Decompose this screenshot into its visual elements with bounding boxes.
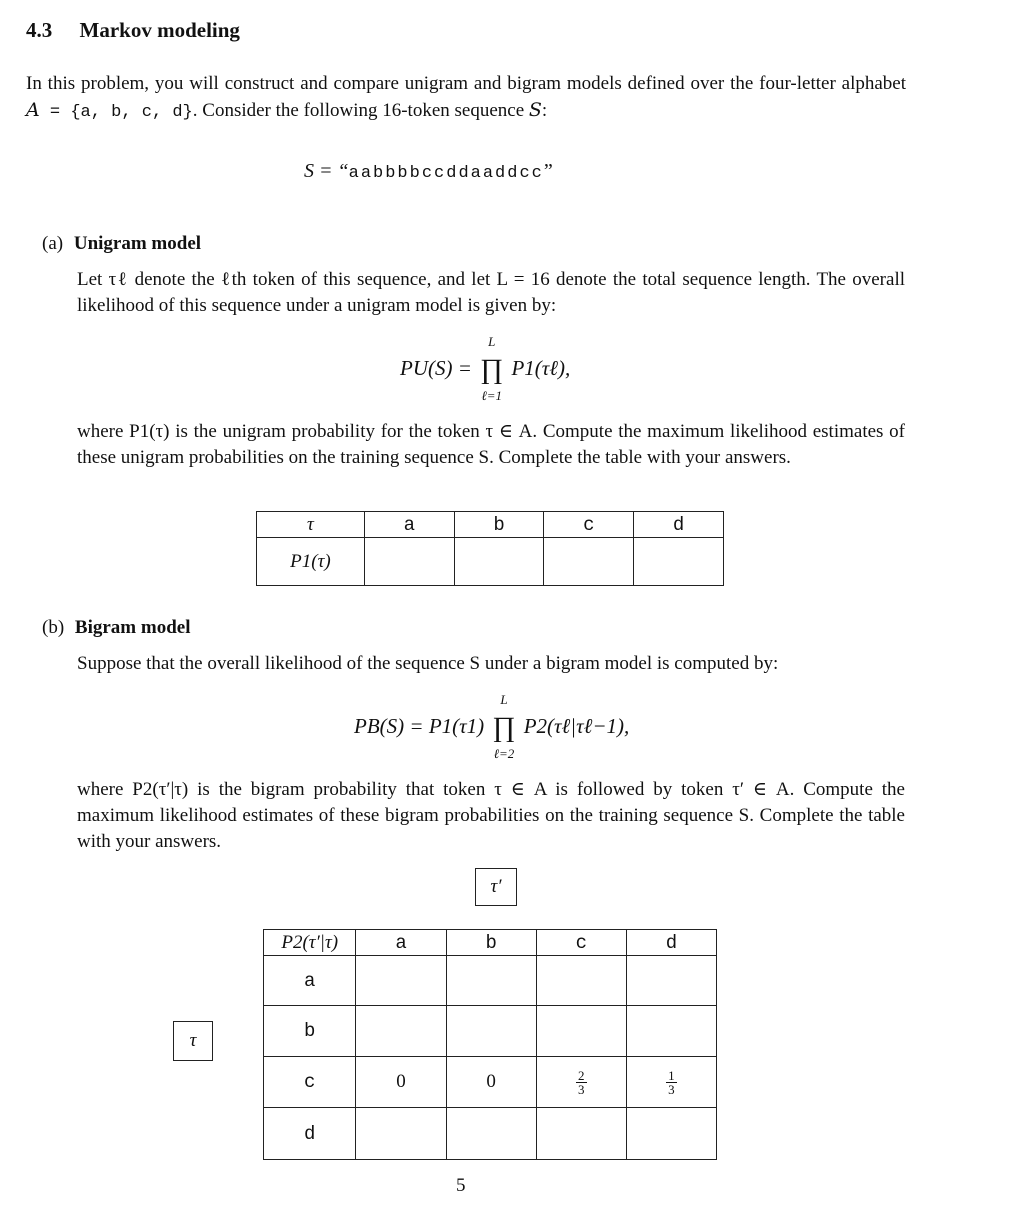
bigram-cell[interactable] [356,1108,446,1160]
product-symbol: L ∏ ℓ=2 [492,692,516,762]
unigram-cell-a[interactable] [364,538,454,586]
intro-paragraph: In this problem, you will construct and compare unigram and bigram models defined over the four-letter alphabet A = {a, b, c, d}. Consider the following 16-token sequence S: [26,73,906,122]
part-a-paragraph-2: where P1(τ) is the unigram probability for the token τ ∈ A. Compute the maximum likelihood estimates of these unigram probabilities on the training sequence S. Complete the table with your answers. [77,421,905,468]
bigram-cell[interactable] [536,956,626,1006]
fraction-one-third: $\frac{1}{3}$ [668,1067,675,1097]
bigram-cell[interactable] [446,1108,536,1160]
bigram-cell[interactable] [536,1006,626,1057]
unigram-table-header: τ a b c d [257,512,724,538]
unigram-cell-d[interactable] [634,538,724,586]
fraction-two-thirds: $\frac{2}{3}$ [578,1067,585,1097]
row-axis-label: τ [173,1021,213,1061]
bigram-table-header: P2(τ′|τ) a b c d [264,930,717,956]
bigram-row-b: b [264,1006,717,1057]
bigram-cell[interactable] [626,956,716,1006]
product-symbol: L ∏ ℓ=1 [480,334,504,404]
unigram-cell-c[interactable] [544,538,634,586]
section-title: Markov modeling [79,18,240,42]
bigram-row-a: a [264,956,717,1006]
sequence-definition: S = “aabbbbccddaaddcc” [304,160,553,183]
section-heading [26,18,240,43]
unigram-table [256,511,724,586]
bigram-cell[interactable] [626,1006,716,1057]
unigram-table-row: P1(τ) [257,538,724,586]
part-b-paragraph-2: where P2(τ′|τ) is the bigram probability that token τ ∈ A is followed by token τ′ ∈ A. Compute the maximum likelihood estimates of these bigram probabilities on the training sequence S. Complete the table with your answers. [77,779,905,852]
bigram-row-c: c 0 0 $\frac{2}{3}$ $\frac{1}{3}$ [264,1057,717,1108]
unigram-cell-b[interactable] [454,538,544,586]
unigram-equation: PU(S) = L ∏ ℓ=1 P1(τℓ), [400,334,571,404]
part-a-heading: (a) Unigram model [42,233,202,254]
bigram-cell-fraction [626,1057,716,1108]
page-number: 5 [456,1175,466,1196]
section-number: 4.3 [26,18,53,42]
bigram-cell[interactable] [536,1108,626,1160]
bigram-cell[interactable] [356,956,446,1006]
bigram-cell[interactable] [356,1006,446,1057]
part-b-paragraph-1: Suppose that the overall likelihood of the sequence S under a bigram model is computed by: [77,653,779,674]
bigram-cell[interactable] [446,956,536,1006]
bigram-equation: PB(S) = P1(τ1) L ∏ ℓ=2 P2(τℓ|τℓ−1), [354,692,630,762]
bigram-cell: 0 [356,1057,446,1108]
column-axis-label: τ′ [475,868,517,906]
sequence-tokens: aabbbbccddaaddcc [348,164,544,183]
bigram-cell[interactable] [446,1006,536,1057]
bigram-cell-fraction [536,1057,626,1108]
bigram-cell: 0 [446,1057,536,1108]
part-a-paragraph-1: Let τℓ denote the ℓth token of this sequence, and let L = 16 denote the total sequence length. The overall likelihood of this sequence under a unigram model is given by: [77,269,905,316]
bigram-table [263,929,717,1160]
bigram-row-d: d [264,1108,717,1160]
bigram-cell[interactable] [626,1108,716,1160]
part-b-heading: (b) Bigram model [42,617,191,638]
